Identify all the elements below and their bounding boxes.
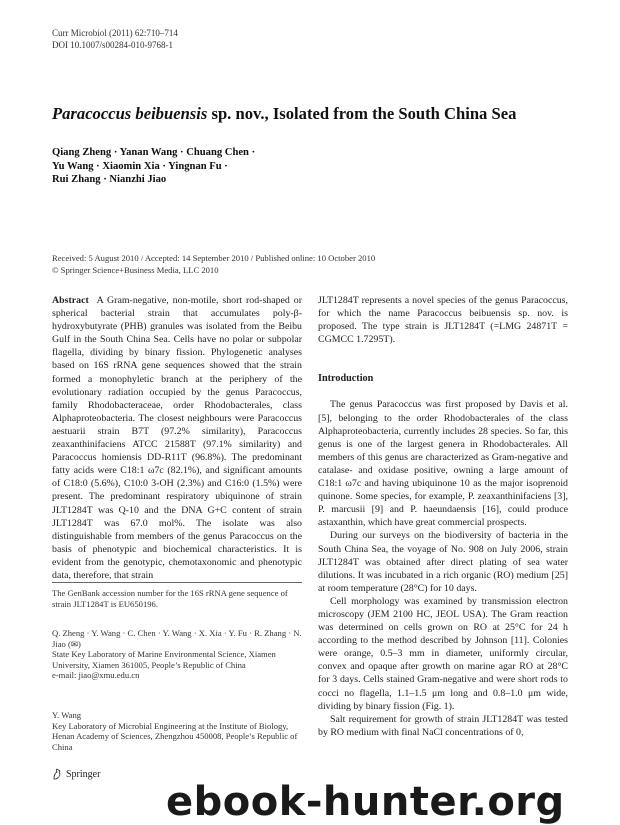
intro-paragraph: During our surveys on the biodiversity of bacteria in the South China Sea, the voyage of No. 908 on July 2006, strain JLT1284T was obtained after direct plating of sea water dilutions. It was incubated in a rich organic (RO) medium [25] at room temperature (28°C) for 10 days.: [318, 530, 568, 594]
authors-line: Qiang Zheng · Yanan Wang · Chuang Chen ·: [52, 147, 256, 158]
title-rest: sp. nov., Isolated from the South China Sea: [207, 104, 517, 123]
affiliation-lab: Key Laboratory of Microbial Engineering at the Institute of Biology, Henan Academy of Sciences, Zhengzhou 450008, People’s Republic of China: [52, 720, 298, 752]
springer-horse-icon: [52, 768, 62, 780]
left-column: [52, 294, 302, 582]
authors-line: Yu Wang · Xiaomin Xia · Yingnan Fu ·: [52, 160, 228, 172]
publisher-mark: [52, 768, 100, 780]
section-heading-introduction: Introduction: [318, 373, 374, 385]
author-list: [52, 146, 332, 187]
intro-paragraph: Cell morphology was examined by transmission electron microscopy (JEM 2100 HC, JEOL USA). The Gram reaction was determined on cells grown on RO at 25°C for 24 h according to the method described by Johnson [11]. Colonies were orange, 0.5–3 mm in diameter, uniformly circular, convex and opaque after growth on marine agar RO at 28°C for 3 days. Cells stained Gram-negative and were short rods to cocci no flagella, 1.1–1.5 μm long and 0.8–1.0 μm wide, dividing by binary fission (Fig. 1).: [318, 595, 568, 712]
article-title: [52, 104, 572, 124]
affiliation-email: e-mail: jiao@xmu.edu.cn: [52, 670, 140, 681]
affiliation-names: Q. Zheng · Y. Wang · C. Chen · Y. Wang · X. Xia · Y. Fu · R. Zhang · N. Jiao (✉): [52, 628, 302, 649]
authors-line: Rui Zhang · Nianzhi Jiao: [52, 174, 167, 186]
footnote-divider: [52, 582, 302, 583]
abstract-label: Abstract: [52, 295, 89, 306]
journal-header: [52, 27, 178, 51]
abstract: [52, 294, 302, 582]
abstract-text: A Gram-negative, non-motile, short rod-shaped or spherical bacterial strain that accumulates poly-β-hydroxybutyrate (PHB) granules was isolated from the Beibu Gulf in the South China Sea. Cells have no polar or subpolar flagella, dividing by binary fission. Phylogenetic analyses based on 16S rRNA gene sequences showed that the strain formed a monophyletic branch at the periphery of the evolutionary radiation occupied by the genus Paracoccus, family Rhodobacteraceae, order Rhodobacterales, class Alphaproteobacteria. The closest neighbours were Paracoccus aestuarii strain B7T (97.2% similarity), Paracoccus zeaxanthinifaciens ATCC 21588T (97.1% similarity) and Paracoccus homiensis DD-R11T (96.8%). The predominant fatty acids were C18:1 ω7c (82.1%), and significant amounts of C18:0 (5.6%), C10:0 3-OH (2.3%) and C16:0 (1.5%) were present. The predominant respiratory ubiquinone of strain JLT1284T was Q-10 and the DNA G+C content of strain JLT1284T was 67.0 mol%. The isolate was also distinguishable from members of the genus Paracoccus on the basis of phenotypic and biochemical characteristics. It is evident from the genotypic, chemotaxonomic and phenotypic data, therefore, that strain: [52, 295, 302, 581]
affiliation-block: [52, 628, 312, 681]
dates-line: Received: 5 August 2010 / Accepted: 14 September 2010 / Published online: 10 October 2010: [52, 253, 376, 263]
abstract-continued: JLT1284T represents a novel species of the genus Paracoccus, for which the name Paracoccus beibuensis sp. nov. is proposed. The type strain is JLT1284T (=LMG 24871T = CGMCC 1.7295T).: [318, 295, 568, 346]
doi: DOI 10.1007/s00284-010-9768-1: [52, 40, 173, 50]
title-species: Paracoccus beibuensis: [52, 104, 208, 123]
affiliation-name: Y. Wang: [52, 710, 82, 720]
watermark-text: ebook-hunter.org: [166, 779, 565, 825]
intro-paragraph: The genus Paracoccus was first proposed by Davis et al. [5], belonging to the order Rhodobacterales of the class Alphaproteobacteria, currently includes 28 species. So far, this genus is one of the largest genera in Rhodobacterales. All members of this genus are characterized as Gram-negative and catalase- and oxidase positive, owning a large amount of C18:1 ω7c and having ubiquinone 10 as the major isoprenoid quinone. Some species, for example, P. zeaxanthinifaciens [3], P. marcusii [9] and P. haeundaensis [16], could produce astaxanthin, which have great commercial prospects.: [318, 399, 568, 529]
publication-dates: [52, 253, 572, 276]
intro-paragraph: Salt requirement for growth of strain JLT1284T was tested by RO medium with final NaCl concentrations of 0,: [318, 713, 568, 738]
genbank-footnote: The GenBank accession number for the 16S rRNA gene sequence of strain JLT1284T is EU650196.: [52, 588, 288, 609]
right-column: [318, 294, 568, 739]
copyright-line: © Springer Science+Business Media, LLC 2010: [52, 264, 219, 275]
publisher-name: Springer: [66, 768, 101, 780]
affiliation-block-2: [52, 710, 312, 752]
journal-citation: Curr Microbiol (2011) 62:710–714: [52, 28, 178, 38]
affiliation-lab: State Key Laboratory of Marine Environmental Science, Xiamen University, Xiamen 361005, People’s Republic of China: [52, 649, 276, 670]
